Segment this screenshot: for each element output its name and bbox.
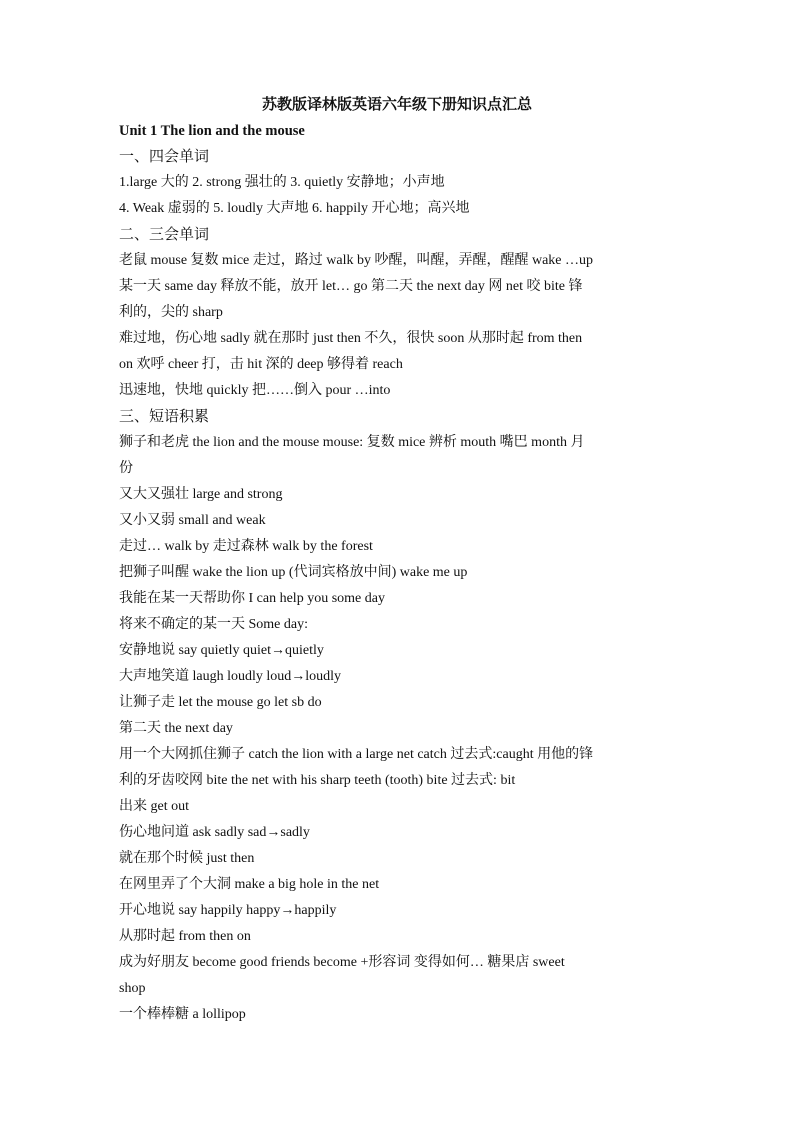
text-line: on 欢呼 cheer 打，击 hit 深的 deep 够得着 reach	[119, 357, 403, 372]
unit-title: Unit 1 The lion and the mouse	[119, 123, 305, 139]
text-line: 将来不确定的某一天 Some day:	[119, 617, 308, 632]
text-line: 份	[119, 461, 133, 476]
text-line: 利的牙齿咬网 bite the net with his sharp teeth (tooth) bite 过去式: bit	[119, 773, 516, 788]
text-line: 利的，尖的 sharp	[119, 305, 223, 320]
text-line: 走过… walk by 走过森林 walk by the forest	[119, 539, 373, 554]
text-line: 出来 get out	[119, 799, 189, 814]
text-line: 4. Weak 虚弱的 5. loudly 大声地 6. happily 开心地；高兴地	[119, 201, 470, 216]
text-line: 1.large 大的 2. strong 强壮的 3. quietly 安静地；小声地	[119, 175, 445, 190]
section-heading: 一、四会单词	[119, 149, 210, 165]
text-line: 就在那个时候 just then	[119, 851, 255, 866]
text-line: 在网里弄了个大洞 make a big hole in the net	[119, 877, 380, 892]
text-line: 又大又强壮 large and strong	[119, 487, 283, 502]
section-heading: 三、短语积累	[119, 409, 210, 425]
text-line: 伤心地问道 ask sadly sad→sadly	[119, 825, 310, 840]
text-line: 某一天 same day 释放不能，放开 let… go 第二天 the next day 网 net 咬 bite 锋	[119, 279, 583, 294]
section-heading: 二、三会单词	[119, 227, 210, 243]
text-line: shop	[119, 981, 146, 996]
document-title: 苏教版译林版英语六年级下册知识点汇总	[261, 97, 532, 113]
document-page	[119, 92, 675, 1028]
text-line: 大声地笑道 laugh loudly loud→loudly	[119, 669, 342, 684]
text-line: 把狮子叫醒 wake the lion up (代词宾格放中间) wake me up	[119, 565, 468, 580]
text-line: 从那时起 from then on	[119, 929, 251, 944]
document-body	[119, 144, 675, 1028]
text-line: 第二天 the next day	[119, 721, 233, 736]
text-line: 开心地说 say happily happy→happily	[119, 903, 337, 918]
text-line: 用一个大网抓住狮子 catch the lion with a large net catch 过去式:caught 用他的锋	[119, 747, 594, 762]
text-line: 又小又弱 small and weak	[119, 513, 266, 528]
text-line: 让狮子走 let the mouse go let sb do	[119, 695, 322, 710]
text-line: 迅速地，快地 quickly 把……倒入 pour …into	[119, 383, 391, 398]
text-line: 一个棒棒糖 a lollipop	[119, 1007, 246, 1022]
text-line: 成为好朋友 become good friends become +形容词 变得如何… 糖果店 sweet	[119, 955, 565, 970]
text-line: 我能在某一天帮助你 I can help you some day	[119, 591, 385, 606]
text-line: 老鼠 mouse 复数 mice 走过，路过 walk by 吵醒，叫醒，弄醒，醒醒 wake …up	[119, 253, 594, 268]
text-line: 狮子和老虎 the lion and the mouse mouse: 复数 mice 辨析 mouth 嘴巴 month 月	[119, 435, 585, 450]
text-line: 安静地说 say quietly quiet→quietly	[119, 643, 324, 658]
text-line: 难过地，伤心地 sadly 就在那时 just then 不久，很快 soon 从那时起 from then	[119, 331, 583, 346]
